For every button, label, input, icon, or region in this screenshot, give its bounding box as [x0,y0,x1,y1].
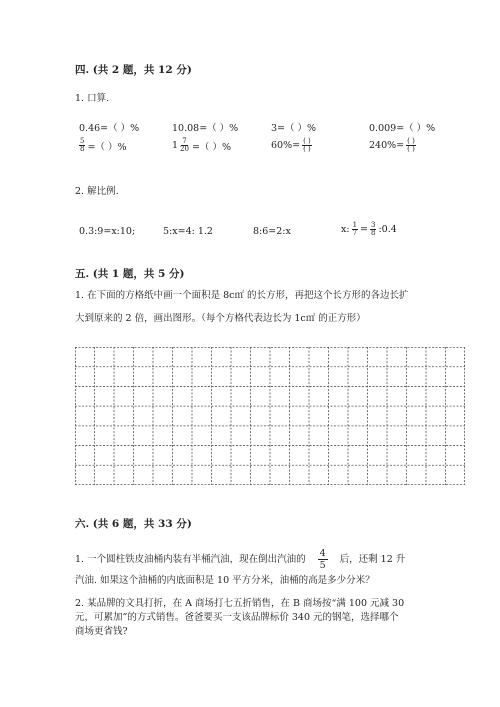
numerator: ( ) [303,137,311,145]
fraction [302,138,312,153]
section-6-question-2-line-1: 2. 某品牌的文具打折，在 A 商场打七五折销售，在 B 商场按“满 100 元减 30 [75,598,405,609]
whole: 1 [172,140,179,151]
fraction [179,138,190,153]
fraction [79,138,85,153]
denominator: 20 [180,145,189,153]
section-5-title: 五. (共 1 题，共 5 分) [75,268,185,280]
mixed-number [172,138,190,153]
equals: = [360,224,368,235]
denominator: 5 [319,560,326,571]
denominator: 8 [80,145,85,153]
calc-0-46: 0.46=（ ）% [79,123,140,134]
denominator: ( ) [407,145,415,153]
denominator: 8 [371,229,376,237]
expr-left: x: [341,224,350,235]
question-2-label: 2. 解比例. [75,186,119,197]
proportion-2: 5:x=4: 1.2 [163,226,213,237]
denominator: 7 [352,229,358,237]
calc-240-percent [369,138,416,153]
calc-3: 3=（ ）% [271,123,317,134]
section-6-title: 六. (共 6 题，共 33 分) [75,518,192,530]
expr-right: :0.4 [378,224,397,235]
denominator: ( ) [303,145,311,153]
proportion-4 [341,222,397,237]
section-4-title: 四. (共 2 题，共 12 分) [75,64,192,76]
fraction-four-fifths [318,548,328,571]
proportion-1: 0.3:9=x:10; [79,226,136,237]
calc-five-eighths [79,138,126,153]
section-6-question-1-line-1 [75,548,405,571]
section-5-question-line-2: 大到原来的 2 倍，画出图形。（每个方格代表边长为 1c㎡ 的正方形） [75,313,366,324]
section-6-question-1-line-2: 汽油. 如果这个油桶的内底面积是 10 平方分米，油桶的高是多少分米？ [75,575,375,586]
expr-rest: =（ ）% [87,141,127,153]
fraction [370,222,376,237]
proportion-3: 8:6=2:x [253,226,291,237]
numerator: 4 [319,548,326,559]
question-1-label: 1. 口算. [75,93,110,104]
expr-left: 60%= [271,140,301,151]
fraction [352,222,358,237]
numerator: 5 [80,137,85,145]
fraction [406,138,416,153]
section-6-question-2-line-2: 元，可累加”的方式销售。爸爸要买一支该品牌标价 340 元的钢笔，选择哪个 [75,612,399,623]
section-6-question-2-line-3: 商场更省钱? [75,626,128,637]
square-grid [75,347,465,485]
calc-60-percent [271,138,312,153]
calc-one-seven-twentieths [172,138,231,153]
numerator: 7 [182,137,187,145]
calc-0-009: 0.009=（ ）% [369,123,436,134]
expr-left: 240%= [369,140,405,151]
q1-text-a: 1. 一个圆柱铁皮油桶内装有半桶汽油，现在倒出汽油的 [75,553,306,565]
q1-text-b: 后，还剩 12 升 [339,553,406,565]
calc-10-08: 10.08=（ ）% [172,123,239,134]
numerator: ( ) [407,137,415,145]
numerator: 1 [352,221,358,229]
numerator: 3 [371,221,376,229]
expr-rest: =（ ）% [191,141,231,153]
section-5-question-line-1: 1. 在下面的方格纸中画一个面积是 8c㎡ 的长方形，再把这个长方形的各边长扩 [75,290,409,301]
